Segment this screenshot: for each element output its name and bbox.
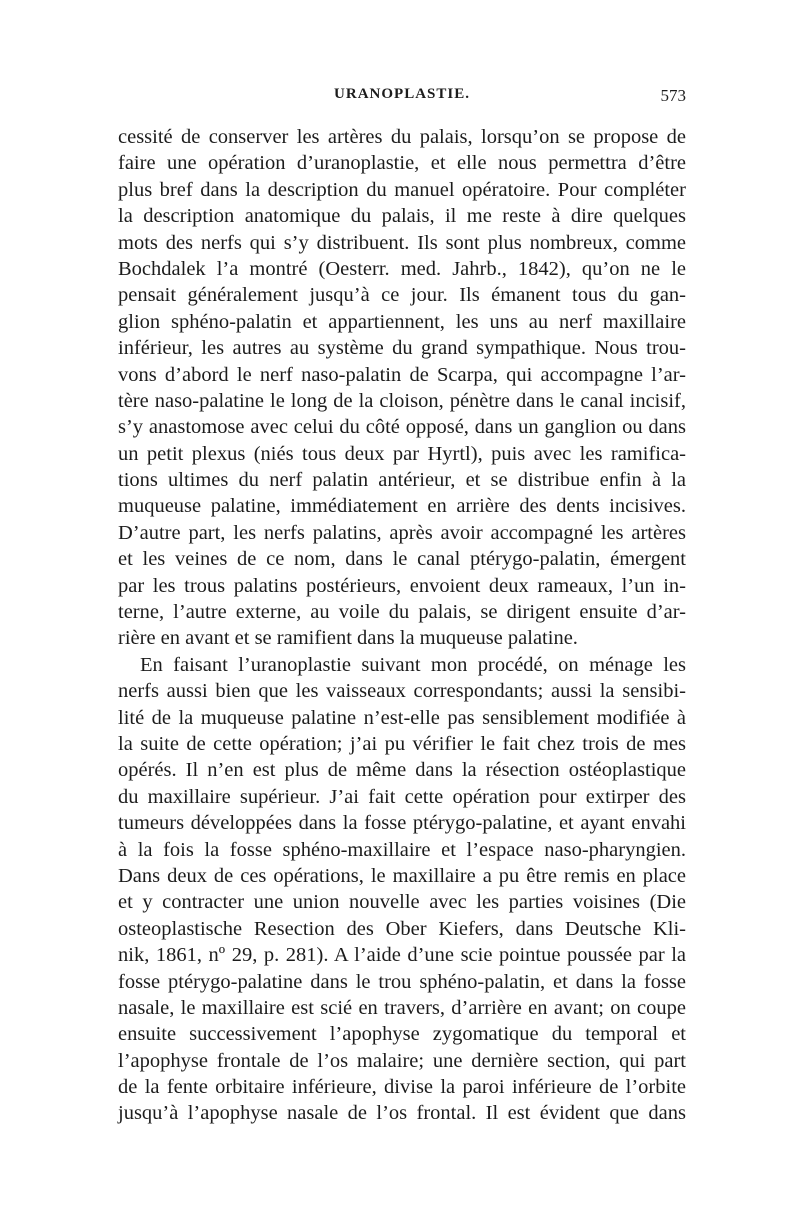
text-line: mots des nerfs qui s’y distribuent. Ils sont plus nombreux, comme [118,231,686,254]
text-line: pensait généralement jusqu’à ce jour. Ils émanent tous du gan- [118,284,686,307]
text-line: s’y anastomose avec celui du côté opposé, dans un ganglion ou dans [118,416,686,439]
text-line: et y contracter une union nouvelle avec les parties voisines (Die [118,891,686,914]
text-line: muqueuse palatine, immédiatement en arrière des dents incisives. [118,495,686,518]
text-line: nik, 1861, nº 29, p. 281). A l’aide d’une scie pointue poussée par la [118,944,686,967]
text-line: par les trous palatins postérieurs, envoient deux rameaux, l’un in- [118,574,686,597]
text-line: et les veines de ce nom, dans le canal ptérygo-palatin, émergent [118,548,686,571]
text-line: tumeurs développées dans la fosse ptérygo-palatine, et ayant envahi [118,812,686,835]
body-text [118,124,686,1127]
text-line: la description anatomique du palais, il me reste à dire quelques [118,205,686,228]
text-line: vons d’abord le nerf naso-palatin de Scarpa, qui accompagne l’ar- [118,363,686,386]
text-line: jusqu’à l’apophyse nasale de l’os frontal. Il est évident que dans [118,1102,686,1125]
text-line: Bochdalek l’a montré (Oesterr. med. Jahrb., 1842), qu’on ne le [118,257,686,280]
text-line: de la fente orbitaire inférieure, divise la paroi inférieure de l’orbite [118,1076,686,1099]
text-line: un petit plexus (niés tous deux par Hyrtl), puis avec les ramifica- [118,442,686,465]
text-line: lité de la muqueuse palatine n’est-elle pas sensiblement modifiée à [118,706,686,729]
text-line: du maxillaire supérieur. J’ai fait cette opération pour extirper des [118,785,686,808]
text-line: opérés. Il n’en est plus de même dans la résection ostéoplastique [118,759,686,782]
text-line: rière en avant et se ramifient dans la muqueuse palatine. [118,627,578,650]
text-line: plus bref dans la description du manuel opératoire. Pour compléter [118,178,686,201]
text-line: la suite de cette opération; j’ai pu vérifier le fait chez trois de mes [118,732,686,755]
text-line: nerfs aussi bien que les vaisseaux correspondants; aussi la sensibi- [118,680,686,703]
text-line: ensuite successivement l’apophyse zygomatique du temporal et [118,1023,686,1046]
text-line: En faisant l’uranoplastie suivant mon procédé, on ménage les [140,653,686,676]
text-line: fosse ptérygo-palatine dans le trou sphéno-palatin, et dans la fosse [118,970,686,993]
text-line: l’apophyse frontale de l’os malaire; une dernière section, qui part [118,1049,686,1072]
text-line: osteoplastische Resection des Ober Kiefers, dans Deutsche Kli- [118,917,686,940]
running-title: URANOPLASTIE. [334,86,470,102]
text-line: à la fois la fosse sphéno-maxillaire et l’espace naso-pharyngien. [118,838,686,861]
text-line: glion sphéno-palatin et appartiennent, les uns au nerf maxillaire [118,310,686,333]
text-line: tère naso-palatine le long de la cloison, pénètre dans le canal incisif, [118,389,686,412]
text-line: D’autre part, les nerfs palatins, après avoir accompagné les artères [118,521,686,544]
text-line: nasale, le maxillaire est scié en travers, d’arrière en avant; on coupe [118,996,686,1019]
text-line: cessité de conserver les artères du palais, lorsqu’on se propose de [118,126,686,148]
page-number: 573 [660,86,686,105]
running-head [118,86,686,110]
text-line: tions ultimes du nerf palatin antérieur, et se distribue enfin à la [118,469,686,492]
text-line: Dans deux de ces opérations, le maxillaire a pu être remis en place [118,864,686,887]
text-line: terne, l’autre externe, au voile du palais, se dirigent ensuite d’ar- [118,601,686,624]
text-line: inférieur, les autres au système du grand sympathique. Nous trou- [118,337,686,360]
text-line: faire une opération d’uranoplastie, et elle nous permettra d’être [118,152,686,175]
